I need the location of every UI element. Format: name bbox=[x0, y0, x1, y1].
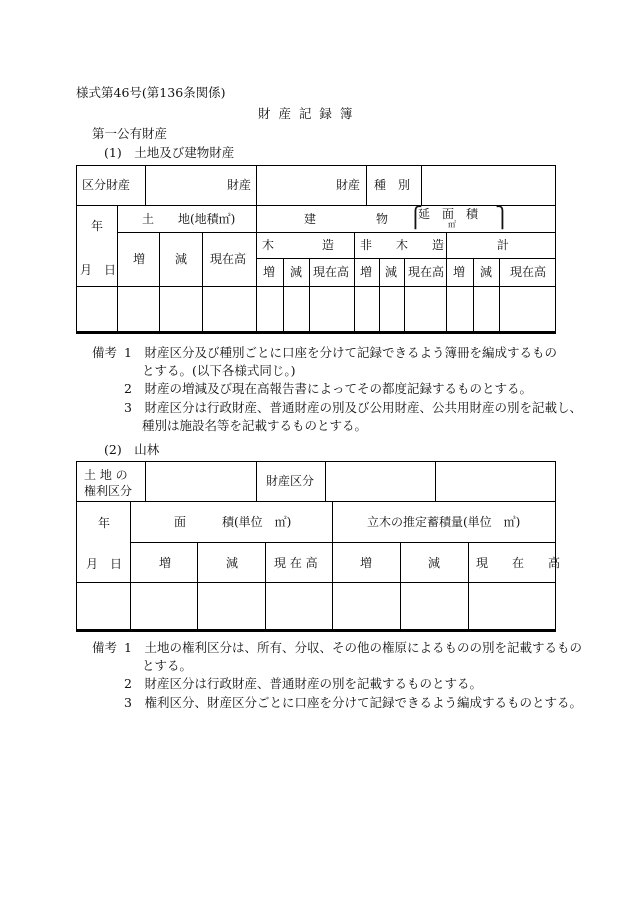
label-building: 建 物 bbox=[304, 212, 389, 226]
label-nonwooden-current: 現在高 bbox=[408, 265, 445, 279]
label-non-wooden: 非 木 造 bbox=[360, 238, 445, 252]
left-bracket: ⎧ bbox=[408, 205, 423, 229]
label-area: 面 積(単位 ㎡) bbox=[174, 515, 292, 529]
label-land-rights-2: 権利区分 bbox=[84, 484, 133, 498]
label-land-rights-1: 土 地 の bbox=[84, 468, 128, 482]
note-3-line-1: 3 財産区分は行政財産、普通財産の別及び公用財産、公共用財産の別を記載し、 bbox=[124, 400, 582, 415]
label-nonwooden-increase: 増 bbox=[360, 265, 373, 279]
label-zaisan-1: 財産 bbox=[227, 178, 252, 192]
note-2: 2 財産区分は行政財産、普通財産の別を記載するものとする。 bbox=[124, 676, 482, 691]
label-decrease: 減 bbox=[175, 252, 188, 266]
label-area-increase: 増 bbox=[159, 556, 172, 570]
notes-label: 備考 bbox=[92, 345, 118, 360]
label-timber-decrease: 減 bbox=[428, 556, 441, 570]
label-year: 年 bbox=[98, 516, 111, 530]
label-timber-current: 現 在 高 bbox=[476, 556, 561, 570]
label-increase: 増 bbox=[133, 252, 146, 266]
label-shubetsu: 種 別 bbox=[374, 178, 411, 192]
label-wooden-increase: 増 bbox=[263, 265, 276, 279]
label-timber-volume: 立木の推定蓄積量(単位 ㎥) bbox=[367, 515, 521, 529]
note-1-line-2: とする。 bbox=[142, 658, 193, 673]
note-1-line-1: 1 財産区分及び種別ごとに口座を分けて記録できるよう簿冊を編成するもの bbox=[124, 345, 557, 360]
label-area-current: 現 在 高 bbox=[274, 556, 318, 570]
label-total: 計 bbox=[497, 238, 510, 252]
note-3: 3 権利区分、財産区分ごとに口座を分けて記録できるよう編成するものとする。 bbox=[124, 695, 582, 710]
label-timber-increase: 増 bbox=[360, 556, 373, 570]
note-1-line-2: とする。(以下各様式同じ。) bbox=[142, 363, 296, 378]
subsection-heading-1: (1) 土地及び建物財産 bbox=[104, 145, 235, 160]
section-heading: 第一公有財産 bbox=[92, 126, 168, 141]
label-floor-area: 延 面 積 bbox=[418, 207, 479, 221]
note-3-line-2: 種別は施設名等を記載するものとする。 bbox=[142, 418, 368, 433]
note-1-line-1: 1 土地の権利区分は、所有、分収、その他の権原によるものの別を記載するもの bbox=[124, 640, 582, 655]
right-bracket: ⎫ bbox=[495, 205, 510, 229]
form-number: 様式第46号(第136条関係) bbox=[76, 85, 226, 100]
label-current: 現在高 bbox=[210, 252, 247, 266]
label-zaisan-2: 財産 bbox=[336, 178, 361, 192]
subsection-heading-2: (2) 山林 bbox=[104, 442, 160, 457]
label-land-area: 土 地(地積㎡) bbox=[142, 212, 236, 226]
label-total-increase: 増 bbox=[453, 265, 466, 279]
label-kubun: 区分財産 bbox=[82, 178, 131, 192]
label-total-decrease: 減 bbox=[480, 265, 493, 279]
label-total-current: 現在高 bbox=[510, 265, 547, 279]
note-2: 2 財産の増減及び現在高報告書によってその都度記録するものとする。 bbox=[124, 381, 532, 396]
notes-label: 備考 bbox=[92, 640, 118, 655]
label-wooden-current: 現在高 bbox=[313, 265, 350, 279]
label-month-day: 月 日 bbox=[86, 557, 123, 571]
label-floor-area-unit: ㎡ bbox=[448, 220, 456, 229]
label-wooden-decrease: 減 bbox=[290, 265, 303, 279]
label-month-day: 月 日 bbox=[80, 263, 117, 277]
label-year: 年 bbox=[91, 219, 104, 233]
label-property-class: 財産区分 bbox=[266, 474, 315, 488]
label-area-decrease: 減 bbox=[226, 556, 239, 570]
label-nonwooden-decrease: 減 bbox=[385, 265, 398, 279]
label-wooden: 木 造 bbox=[262, 238, 335, 252]
page-title: 財 産 記 録 簿 bbox=[258, 106, 355, 121]
